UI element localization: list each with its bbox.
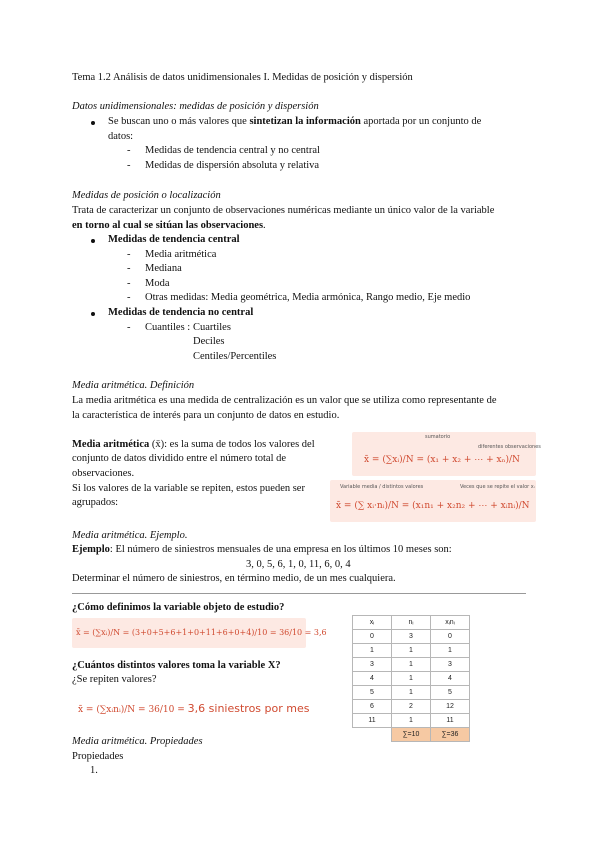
table-cell: 0 (431, 630, 470, 644)
table-row (353, 700, 470, 714)
s1-sub-item: Medidas de tendencia central y no central (145, 145, 320, 156)
dash-icon: - (127, 263, 131, 274)
annotation-sumatorio: sumatorio (425, 434, 451, 440)
table-cell: 4 (431, 672, 470, 686)
annotation-observaciones: diferentes observaciones (478, 444, 541, 450)
annotation-variable: Variable media / distintos valores (340, 484, 424, 490)
table-cell: 1 (392, 686, 431, 700)
cuantil-item: Deciles (193, 336, 225, 347)
table-total-row (353, 728, 470, 742)
s2-bullet-central: Medidas de tendencia central (108, 234, 240, 245)
column-header: xᵢnᵢ (431, 616, 470, 630)
formula-ejemplo-simple-text: x̄ = (∑xᵢ)/N = (3+0+5+6+1+0+11+6+0+4)/10 = 36/10 = 3,6 (76, 628, 327, 637)
annotation-repeticiones: Veces que se repite el valor xᵢ (460, 484, 535, 490)
column-header: nᵢ (392, 616, 431, 630)
s2-paragraph-line2: en torno al cual se sitúan las observaciones. (72, 220, 266, 231)
table-cell: 0 (353, 630, 392, 644)
ejemplo-line: Ejemplo: El número de siniestros mensuales de una empresa en los últimos 10 meses son: (72, 544, 452, 555)
formula-media-agrupada-text: x̄ = (∑ xᵢ·nᵢ)/N = (x₁n₁ + x₂n₂ + ⋯ + xᵢnᵢ)/N (336, 501, 530, 511)
s2-bullet-no-central: Medidas de tendencia no central (108, 307, 254, 318)
table-cell: 12 (431, 700, 470, 714)
s1-sub-item: Medidas de dispersión absoluta y relativa (145, 160, 320, 171)
def-line3: observaciones. (72, 468, 135, 479)
table-row (353, 630, 470, 644)
table-cell: 1 (392, 714, 431, 728)
frequency-table (352, 615, 470, 742)
def-line1: Media aritmética (x̄): es la suma de todos los valores del (72, 439, 315, 450)
s1-bullet-text: Se buscan uno o más valores que sintetizan la información aportada por un conjunto de (108, 116, 482, 127)
rep-line2: agrupados: (72, 497, 119, 508)
total-cell: ∑=10 (392, 728, 431, 742)
table-cell: 3 (431, 658, 470, 672)
cuantiles-label: Cuantiles : (145, 322, 191, 333)
propiedad-item: 1. (90, 765, 98, 776)
section-heading-posicion: Medidas de posición o localización (72, 190, 221, 201)
question-repiten: ¿Se repiten valores? (72, 674, 157, 685)
ejemplo-question: Determinar el número de siniestros, en término medio, de un mes cualquiera. (72, 573, 396, 584)
dash-icon: - (127, 160, 131, 171)
question-valores: ¿Cuántos distintos valores toma la variable X? (72, 660, 281, 671)
dash-icon: - (127, 322, 131, 333)
table-row (353, 686, 470, 700)
cuantil-item: Centiles/Percentiles (193, 351, 277, 362)
divider (72, 593, 526, 594)
table-cell: 3 (353, 658, 392, 672)
table-cell: 1 (353, 644, 392, 658)
table-cell: 11 (431, 714, 470, 728)
table-row (353, 644, 470, 658)
table-cell: 1 (392, 672, 431, 686)
s3-paragraph-line1: La media aritmética es una medida de centralización es un valor que se utiliza como representante de (72, 395, 497, 406)
ejemplo-data: 3, 0, 5, 6, 1, 0, 11, 6, 0, 4 (246, 559, 351, 570)
table-cell: 1 (392, 658, 431, 672)
page-title: Tema 1.2 Análisis de datos unidimensionales I. Medidas de posición y dispersión (72, 72, 413, 83)
section-heading-definicion: Media aritmética. Definición (72, 380, 195, 391)
dash-icon: - (127, 145, 131, 156)
table-cell: 2 (392, 700, 431, 714)
dash-icon: - (127, 278, 131, 289)
section-heading-ejemplo: Media aritmética. Ejemplo. (72, 530, 188, 541)
table-header-row (353, 616, 470, 630)
table-cell: 3 (392, 630, 431, 644)
s2-paragraph-line1: Trata de caracterizar un conjunto de observaciones numéricas mediante un único valor de la variable (72, 205, 495, 216)
propiedades-label: Propiedades (72, 751, 124, 762)
column-header: xᵢ (353, 616, 392, 630)
cuantil-item: Cuartiles (193, 322, 231, 333)
table-cell: 11 (353, 714, 392, 728)
formula-ejemplo-agrupada-text: x̄ = (∑xᵢnᵢ)/N = 36/10 = 3,6 siniestros por mes (78, 702, 310, 715)
table-cell: 5 (353, 686, 392, 700)
dash-icon: - (127, 292, 131, 303)
def-line2: conjunto de datos dividido entre el número total de (72, 453, 287, 464)
table-cell: 4 (353, 672, 392, 686)
central-item: Otras medidas: Media geométrica, Media armónica, Rango medio, Eje medio (145, 292, 471, 303)
table-cell: 1 (431, 644, 470, 658)
table-row (353, 672, 470, 686)
s1-bullet-line2: datos: (108, 131, 134, 142)
rep-line1: Si los valores de la variable se repiten, estos pueden ser (72, 483, 305, 494)
table-cell (353, 728, 392, 742)
bullet-icon (91, 239, 95, 243)
table-cell: 1 (392, 644, 431, 658)
bullet-icon (91, 312, 95, 316)
dash-icon: - (127, 249, 131, 260)
total-cell: ∑=36 (431, 728, 470, 742)
table-row (353, 658, 470, 672)
bullet-icon (91, 121, 95, 125)
table-cell: 6 (353, 700, 392, 714)
question-variable: ¿Cómo definimos la variable objeto de estudio? (72, 602, 285, 613)
central-item: Media aritmética (145, 249, 217, 260)
table-row (353, 714, 470, 728)
central-item: Moda (145, 278, 170, 289)
central-item: Mediana (145, 263, 182, 274)
formula-media-simple-text: x̄ = (∑xᵢ)/N = (x₁ + x₂ + ⋯ + xₙ)/N (364, 455, 520, 465)
section-heading-propiedades: Media aritmética. Propiedades (72, 736, 203, 747)
table-cell: 5 (431, 686, 470, 700)
s3-paragraph-line2: la característica de interés para un conjunto de datos en estudio. (72, 410, 340, 421)
section-heading-datos: Datos unidimensionales: medidas de posición y dispersión (72, 101, 319, 112)
